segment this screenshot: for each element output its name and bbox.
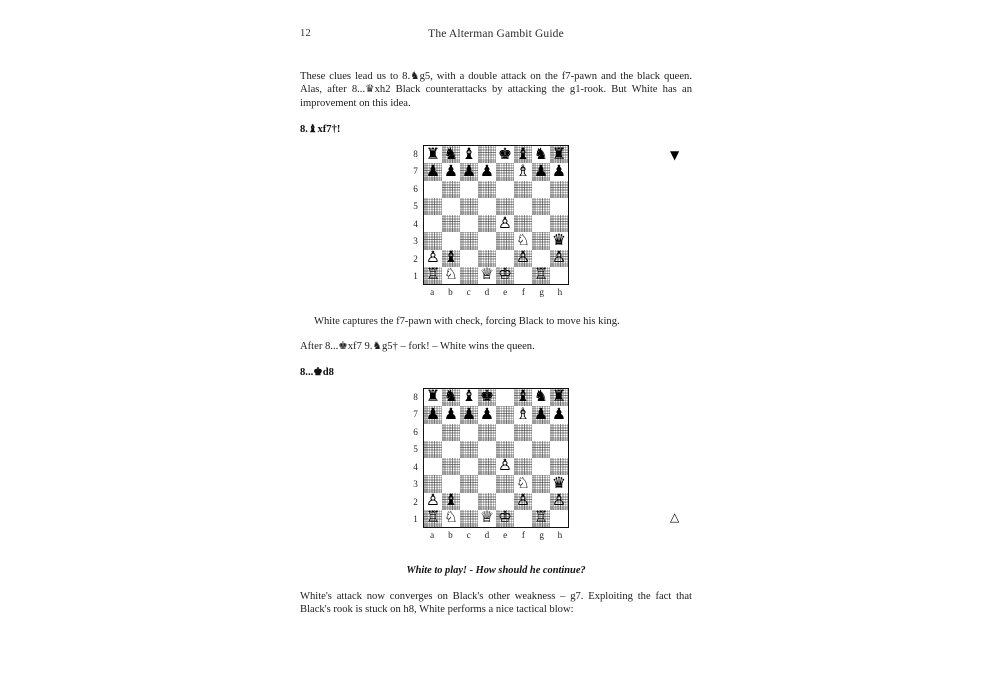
rank-label: 2 (413, 253, 418, 264)
rank-label: 3 (413, 479, 418, 490)
board-square-f7[interactable] (514, 406, 532, 423)
board-square-c7[interactable] (460, 163, 478, 180)
file-label: a (430, 530, 435, 541)
piece-knight-b-icon: ♞ (444, 387, 458, 406)
piece-rook-b-icon: ♜ (426, 387, 440, 406)
board-square-e8[interactable] (496, 389, 514, 406)
board-square-d3[interactable] (478, 475, 496, 492)
board-square-h7[interactable] (550, 406, 568, 423)
board-square-d7[interactable] (478, 406, 496, 423)
piece-pawn-w-icon: ♙ (516, 248, 530, 267)
board-square-e6[interactable] (496, 181, 514, 198)
board-square-d1[interactable] (478, 510, 496, 527)
piece-pawn-b-icon: ♟ (426, 404, 440, 423)
board-square-b1[interactable] (442, 510, 460, 527)
piece-bishop-b-icon: ♝ (462, 387, 476, 406)
board-square-f4[interactable] (514, 458, 532, 475)
file-label: c (466, 530, 471, 541)
board-square-h6[interactable] (550, 424, 568, 441)
file-label: f (521, 530, 525, 541)
rank-label: 8 (413, 391, 418, 402)
board-square-e7[interactable] (496, 406, 514, 423)
piece-pawn-b-icon: ♟ (426, 161, 440, 180)
piece-bishop-b-icon: ♝ (462, 144, 476, 163)
board-square-g6[interactable] (532, 424, 550, 441)
piece-rook-w-icon: ♖ (426, 265, 440, 284)
board-square-d4[interactable] (478, 458, 496, 475)
board-square-g5[interactable] (532, 198, 550, 215)
piece-knight-b-icon: ♞ (444, 144, 458, 163)
piece-pawn-w-icon: ♙ (552, 248, 566, 267)
piece-queen-b-icon: ♛ (552, 473, 566, 492)
board-square-f2[interactable] (514, 250, 532, 267)
piece-bishop-b-icon: ♝ (444, 248, 458, 267)
file-label: f (521, 287, 525, 298)
board-square-g6[interactable] (532, 181, 550, 198)
board-square-g3[interactable] (532, 232, 550, 249)
board-square-f4[interactable] (514, 215, 532, 232)
board-square-d7[interactable] (478, 163, 496, 180)
piece-pawn-w-icon: ♙ (498, 213, 512, 232)
closing-paragraph: White's attack now converges on Black's other weakness – g7. Exploiting the fact that Black's rook is stuck on h8, White performs a nice tactical blow: (300, 591, 692, 616)
board-square-a4[interactable] (424, 458, 442, 475)
file-label: g (539, 530, 544, 541)
board-square-a3[interactable] (424, 475, 442, 492)
board-square-g4[interactable] (532, 215, 550, 232)
board-square-h2[interactable] (550, 250, 568, 267)
board-square-d5[interactable] (478, 198, 496, 215)
board-square-b4[interactable] (442, 458, 460, 475)
piece-knight-b-icon: ♞ (534, 387, 548, 406)
board-square-c2[interactable] (460, 250, 478, 267)
board-square-f1[interactable] (514, 267, 532, 284)
board-square-c5[interactable] (460, 441, 478, 458)
piece-pawn-w-icon: ♙ (552, 490, 566, 509)
piece-queen-w-icon: ♕ (480, 508, 494, 527)
file-label: b (448, 287, 453, 298)
rank-label: 6 (413, 426, 418, 437)
intro-paragraph: These clues lead us to 8.♞g5, with a double attack on the f7-pawn and the black queen. Alas, after 8...♛xh2 Black counterattacks by attacking the g1-rook. But White has an improvement on this idea. (300, 71, 692, 109)
board-square-e1[interactable] (496, 510, 514, 527)
file-label: b (448, 530, 453, 541)
board-square-d3[interactable] (478, 232, 496, 249)
board-square-d4[interactable] (478, 215, 496, 232)
file-label: h (557, 287, 563, 298)
piece-bishop-b-icon: ♝ (444, 490, 458, 509)
page-content-column (300, 28, 692, 628)
board-square-h1[interactable] (550, 267, 568, 284)
board-square-h6[interactable] (550, 181, 568, 198)
board-square-f3[interactable] (514, 475, 532, 492)
board-square-c2[interactable] (460, 493, 478, 510)
piece-rook-w-icon: ♖ (534, 508, 548, 527)
diagram-container-1 (300, 145, 692, 315)
rank-label: 7 (413, 409, 418, 420)
piece-king-b-icon: ♚ (498, 144, 512, 163)
board-square-d1[interactable] (478, 267, 496, 284)
board-square-g1[interactable] (532, 510, 550, 527)
board-square-h5[interactable] (550, 198, 568, 215)
board-square-b3[interactable] (442, 475, 460, 492)
board-square-g8[interactable] (532, 146, 550, 163)
piece-pawn-w-icon: ♙ (426, 248, 440, 267)
board-square-c4[interactable] (460, 458, 478, 475)
piece-pawn-w-icon: ♙ (426, 490, 440, 509)
board-square-b1[interactable] (442, 267, 460, 284)
board-square-b5[interactable] (442, 198, 460, 215)
board-square-a7[interactable] (424, 163, 442, 180)
piece-queen-b-icon: ♛ (552, 230, 566, 249)
piece-bishop-b-icon: ♝ (516, 387, 530, 406)
page-number: 12 (300, 28, 311, 39)
rank-label: 1 (413, 271, 418, 282)
board-square-e3[interactable] (496, 475, 514, 492)
board-square-a5[interactable] (424, 198, 442, 215)
piece-pawn-w-icon: ♙ (498, 456, 512, 475)
board-square-d6[interactable] (478, 181, 496, 198)
piece-pawn-b-icon: ♟ (444, 404, 458, 423)
chess-diagram-2 (408, 387, 680, 544)
piece-pawn-b-icon: ♟ (462, 404, 476, 423)
board-square-g4[interactable] (532, 458, 550, 475)
board-square-e3[interactable] (496, 232, 514, 249)
book-title: The Alterman Gambit Guide (428, 28, 564, 40)
chessboard-1 (423, 145, 569, 285)
board-square-e4[interactable] (496, 215, 514, 232)
board-square-a1[interactable] (424, 510, 442, 527)
board-square-a7[interactable] (424, 406, 442, 423)
rank-label: 5 (413, 444, 418, 455)
board-square-f5[interactable] (514, 441, 532, 458)
rank-label: 7 (413, 166, 418, 177)
board-square-h4[interactable] (550, 215, 568, 232)
turn-marker-black-icon: ▼ (670, 148, 680, 163)
rank-label: 4 (413, 461, 418, 472)
file-labels-2 (423, 528, 569, 544)
diagram-caption: White to play! - How should he continue? (406, 565, 586, 577)
board-square-b6[interactable] (442, 424, 460, 441)
rank-label: 2 (413, 496, 418, 507)
board-square-g3[interactable] (532, 475, 550, 492)
file-label: h (557, 530, 563, 541)
board-square-e8[interactable] (496, 146, 514, 163)
piece-pawn-b-icon: ♟ (462, 161, 476, 180)
piece-bishop-b-icon: ♝ (516, 144, 530, 163)
piece-pawn-b-icon: ♟ (534, 161, 548, 180)
board-square-a8[interactable] (424, 389, 442, 406)
board-square-c4[interactable] (460, 215, 478, 232)
board-square-c6[interactable] (460, 181, 478, 198)
board-square-e4[interactable] (496, 458, 514, 475)
board-square-h7[interactable] (550, 163, 568, 180)
board-square-h3[interactable] (550, 475, 568, 492)
board-square-b8[interactable] (442, 146, 460, 163)
board-square-c8[interactable] (460, 389, 478, 406)
piece-knight-w-icon: ♘ (516, 230, 530, 249)
piece-king-w-icon: ♔ (498, 265, 512, 284)
board-square-b6[interactable] (442, 181, 460, 198)
board-square-d5[interactable] (478, 441, 496, 458)
rank-label: 5 (413, 201, 418, 212)
board-square-e5[interactable] (496, 198, 514, 215)
board-square-f8[interactable] (514, 146, 532, 163)
piece-bishop-w-icon: ♗ (516, 404, 530, 423)
rank-label: 4 (413, 218, 418, 229)
board-square-g1[interactable] (532, 267, 550, 284)
board-square-f6[interactable] (514, 424, 532, 441)
piece-rook-b-icon: ♜ (552, 144, 566, 163)
board-square-g8[interactable] (532, 389, 550, 406)
board-square-g7[interactable] (532, 406, 550, 423)
piece-pawn-b-icon: ♟ (480, 404, 494, 423)
board-square-c1[interactable] (460, 510, 478, 527)
piece-pawn-b-icon: ♟ (552, 404, 566, 423)
chess-diagram-1 (408, 144, 680, 301)
file-label: e (503, 530, 508, 541)
board-square-h1[interactable] (550, 510, 568, 527)
diagram-container-2 (300, 388, 692, 558)
board-square-g5[interactable] (532, 441, 550, 458)
piece-knight-b-icon: ♞ (534, 144, 548, 163)
rank-label: 8 (413, 148, 418, 159)
board-square-h8[interactable] (550, 146, 568, 163)
board-square-d8[interactable] (478, 389, 496, 406)
board-square-f1[interactable] (514, 510, 532, 527)
piece-knight-w-icon: ♘ (444, 508, 458, 527)
board-square-g7[interactable] (532, 163, 550, 180)
board-square-b5[interactable] (442, 441, 460, 458)
piece-pawn-b-icon: ♟ (552, 161, 566, 180)
board-square-a8[interactable] (424, 146, 442, 163)
board-square-b4[interactable] (442, 215, 460, 232)
board-square-c7[interactable] (460, 406, 478, 423)
board-square-c5[interactable] (460, 198, 478, 215)
comment-paragraph-1: White captures the f7-pawn with check, forcing Black to move his king. (314, 316, 620, 328)
piece-pawn-b-icon: ♟ (534, 404, 548, 423)
running-head (300, 28, 692, 50)
board-square-f7[interactable] (514, 163, 532, 180)
board-square-d8[interactable] (478, 146, 496, 163)
piece-pawn-w-icon: ♙ (516, 490, 530, 509)
board-square-b7[interactable] (442, 163, 460, 180)
rank-labels-2 (408, 388, 423, 528)
board-square-c3[interactable] (460, 475, 478, 492)
rank-label: 3 (413, 236, 418, 247)
board-square-f5[interactable] (514, 198, 532, 215)
board-square-b7[interactable] (442, 406, 460, 423)
file-label: d (484, 530, 490, 541)
piece-knight-w-icon: ♘ (516, 473, 530, 492)
piece-rook-b-icon: ♜ (552, 387, 566, 406)
board-square-c3[interactable] (460, 232, 478, 249)
file-label: c (466, 287, 471, 298)
board-square-h5[interactable] (550, 441, 568, 458)
board-square-a5[interactable] (424, 441, 442, 458)
piece-rook-b-icon: ♜ (426, 144, 440, 163)
board-square-a6[interactable] (424, 424, 442, 441)
board-square-c6[interactable] (460, 424, 478, 441)
piece-bishop-w-icon: ♗ (516, 161, 530, 180)
piece-king-b-icon: ♚ (480, 387, 494, 406)
file-label: d (484, 287, 490, 298)
move-heading-bxf7: 8.♝xf7†! (300, 124, 341, 136)
chessboard-2 (423, 388, 569, 528)
board-square-a1[interactable] (424, 267, 442, 284)
rank-label: 6 (413, 183, 418, 194)
board-square-c1[interactable] (460, 267, 478, 284)
board-square-a4[interactable] (424, 215, 442, 232)
board-square-e1[interactable] (496, 267, 514, 284)
file-label: a (430, 287, 435, 298)
piece-rook-w-icon: ♖ (534, 265, 548, 284)
move-heading-kd8: 8...♚d8 (300, 367, 334, 379)
board-square-b8[interactable] (442, 389, 460, 406)
piece-pawn-b-icon: ♟ (480, 161, 494, 180)
piece-pawn-b-icon: ♟ (444, 161, 458, 180)
file-label: e (503, 287, 508, 298)
board-square-a6[interactable] (424, 181, 442, 198)
file-label: g (539, 287, 544, 298)
rank-labels-1 (408, 145, 423, 285)
board-square-f8[interactable] (514, 389, 532, 406)
piece-king-w-icon: ♔ (498, 508, 512, 527)
file-labels-1 (423, 285, 569, 301)
comment-paragraph-2: After 8...♚xf7 9.♞g5† – fork! – White wins the queen. (300, 340, 535, 352)
board-square-h2[interactable] (550, 490, 568, 510)
board-square-e6[interactable] (496, 424, 514, 441)
board-square-e7[interactable] (496, 163, 514, 180)
piece-knight-w-icon: ♘ (444, 265, 458, 284)
piece-queen-w-icon: ♕ (480, 265, 494, 284)
board-square-c8[interactable] (460, 146, 478, 163)
board-square-f6[interactable] (514, 181, 532, 198)
board-square-f2[interactable] (514, 490, 532, 510)
board-square-h8[interactable] (550, 389, 568, 406)
board-square-d6[interactable] (478, 424, 496, 441)
piece-rook-w-icon: ♖ (426, 508, 440, 527)
turn-marker-white-icon: △ (670, 510, 680, 525)
rank-label: 1 (413, 514, 418, 525)
board-square-h4[interactable] (550, 458, 568, 475)
